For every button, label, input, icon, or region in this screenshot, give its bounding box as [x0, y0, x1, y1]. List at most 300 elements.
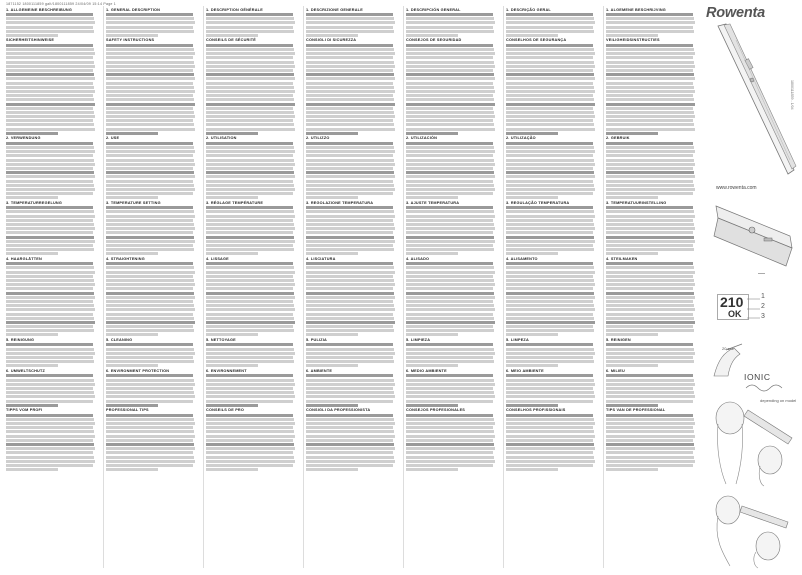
text-line	[206, 142, 293, 145]
text-line	[406, 210, 494, 213]
text-line	[106, 439, 193, 442]
text-line	[306, 44, 393, 47]
text-line	[6, 456, 94, 459]
text-line	[106, 329, 194, 332]
text-line	[206, 292, 294, 295]
text-line	[306, 26, 393, 29]
text-line	[606, 56, 693, 59]
text-line	[206, 119, 293, 122]
text-line	[206, 308, 295, 311]
text-line	[506, 248, 594, 251]
section-heading: 6. MILIEU	[606, 368, 625, 373]
text-line	[106, 451, 193, 454]
text-line	[406, 333, 458, 336]
text-line	[206, 343, 293, 346]
text-column-it	[306, 6, 401, 568]
text-line	[606, 404, 658, 407]
text-line	[606, 283, 695, 286]
text-line	[206, 391, 294, 394]
text-line	[606, 13, 693, 16]
text-line	[6, 82, 93, 85]
text-line	[406, 430, 494, 433]
text-line	[306, 329, 394, 332]
text-line	[606, 52, 695, 55]
text-line	[606, 123, 694, 126]
text-line	[306, 34, 358, 37]
text-line	[406, 329, 494, 332]
section-heading: 1. ALLGEMEINE BESCHREIBUNG	[6, 7, 73, 12]
text-line	[306, 240, 395, 243]
text-line	[306, 175, 395, 178]
text-line	[506, 48, 594, 51]
text-line	[106, 321, 195, 324]
text-line	[106, 364, 158, 367]
text-line	[106, 107, 193, 110]
text-line	[106, 271, 195, 274]
text-line	[106, 21, 195, 24]
section-heading: 6. MEIO AMBIENTE	[506, 368, 544, 373]
text-line	[506, 422, 595, 425]
text-line	[6, 391, 94, 394]
text-line	[506, 262, 593, 265]
text-line	[206, 26, 293, 29]
section-heading: 3. AJUSTE TEMPERATURA	[406, 200, 460, 205]
text-line	[306, 210, 394, 213]
text-line	[406, 115, 495, 118]
text-line	[506, 90, 595, 93]
text-line	[6, 271, 95, 274]
text-line	[506, 343, 593, 346]
text-line	[406, 223, 494, 226]
callout-number-2: 2	[761, 303, 765, 310]
text-line	[206, 61, 294, 64]
text-line	[606, 180, 693, 183]
column-divider	[303, 6, 304, 568]
text-line	[606, 227, 695, 230]
text-line	[406, 374, 493, 377]
text-line	[506, 374, 593, 377]
text-line	[106, 123, 194, 126]
text-line	[306, 374, 393, 377]
text-line	[606, 364, 658, 367]
text-line	[606, 430, 694, 433]
text-line	[206, 167, 293, 170]
text-line	[106, 468, 158, 471]
text-line	[606, 111, 694, 114]
text-line	[6, 188, 95, 191]
text-line	[106, 90, 195, 93]
text-line	[406, 343, 493, 346]
text-line	[506, 61, 594, 64]
text-line	[206, 352, 295, 355]
text-line	[606, 300, 693, 303]
text-line	[206, 414, 293, 417]
text-line	[406, 111, 494, 114]
text-line	[506, 460, 595, 463]
text-line	[406, 56, 493, 59]
text-line	[406, 52, 495, 55]
text-column-en	[106, 6, 201, 568]
text-line	[406, 292, 494, 295]
text-line	[506, 400, 593, 403]
text-line	[406, 360, 494, 363]
text-line	[106, 132, 158, 135]
text-line	[6, 34, 58, 37]
text-line	[306, 252, 358, 255]
text-line	[606, 356, 693, 359]
text-line	[206, 13, 293, 16]
text-line	[6, 77, 95, 80]
text-line	[106, 325, 193, 328]
text-line	[606, 30, 694, 33]
text-line	[606, 196, 658, 199]
text-line	[106, 119, 193, 122]
text-line	[306, 313, 393, 316]
text-line	[606, 400, 693, 403]
text-line	[606, 206, 693, 209]
text-line	[106, 240, 195, 243]
text-line	[506, 391, 594, 394]
text-line	[406, 142, 493, 145]
text-line	[306, 426, 393, 429]
text-line	[106, 435, 195, 438]
text-line	[406, 175, 495, 178]
text-line	[6, 13, 93, 16]
text-line	[306, 163, 395, 166]
text-line	[306, 244, 393, 247]
text-line	[306, 443, 394, 446]
text-line	[406, 418, 494, 421]
text-line	[506, 252, 558, 255]
text-line	[506, 418, 594, 421]
text-line	[506, 360, 594, 363]
text-line	[106, 236, 194, 239]
section-heading: 3. TEMPERATURREGELUNG	[6, 200, 63, 205]
text-line	[106, 223, 194, 226]
column-divider	[103, 6, 104, 568]
text-line	[606, 451, 693, 454]
text-line	[6, 154, 93, 157]
text-line	[206, 287, 293, 290]
text-line	[606, 94, 693, 97]
text-line	[106, 414, 193, 417]
text-line	[106, 210, 194, 213]
text-line	[506, 154, 593, 157]
text-line	[306, 48, 394, 51]
text-line	[106, 374, 193, 377]
text-line	[106, 171, 194, 174]
text-line	[506, 279, 594, 282]
text-line	[6, 236, 94, 239]
text-line	[606, 333, 658, 336]
text-line	[6, 26, 93, 29]
callout-number-1: 1	[761, 293, 765, 300]
text-line	[106, 154, 193, 157]
text-line	[606, 279, 694, 282]
text-line	[506, 34, 558, 37]
text-line	[406, 206, 493, 209]
text-line	[506, 435, 595, 438]
text-line	[506, 73, 594, 76]
text-line	[6, 240, 95, 243]
text-line	[6, 231, 93, 234]
text-line	[6, 21, 95, 24]
callout-lines	[747, 296, 761, 320]
text-line	[206, 223, 294, 226]
text-line	[206, 439, 293, 442]
text-line	[606, 244, 693, 247]
text-line	[106, 231, 193, 234]
section-heading: 1. DESCRIZIONE GENERALE	[306, 7, 363, 12]
hair-curling-illustration	[708, 492, 798, 570]
text-line	[506, 163, 595, 166]
section-heading: 5. LIMPIEZA	[406, 337, 431, 342]
text-line	[506, 17, 594, 20]
text-line	[406, 426, 493, 429]
text-line	[406, 86, 494, 89]
section-heading: 4. ALISADO	[406, 256, 430, 261]
section-heading: 2. USE	[106, 136, 120, 141]
section-heading: 4. LISSAGE	[206, 256, 229, 261]
callout-1: —	[758, 270, 765, 277]
text-line	[306, 447, 395, 450]
text-line	[306, 456, 394, 459]
text-line	[406, 128, 495, 131]
text-line	[506, 196, 558, 199]
text-line	[306, 325, 393, 328]
section-heading: 5. NETTOYAGE	[206, 337, 236, 342]
text-line	[206, 374, 293, 377]
text-line	[306, 65, 395, 68]
text-line	[306, 215, 395, 218]
text-line	[106, 61, 194, 64]
text-line	[606, 439, 693, 442]
text-line	[306, 171, 394, 174]
text-line	[406, 468, 458, 471]
text-line	[106, 159, 194, 162]
text-line	[6, 103, 95, 106]
text-line	[206, 128, 295, 131]
text-line	[306, 391, 394, 394]
text-line	[506, 107, 593, 110]
text-line	[606, 115, 695, 118]
text-line	[106, 94, 193, 97]
text-line	[106, 383, 195, 386]
text-line	[206, 73, 294, 76]
text-line	[506, 188, 595, 191]
text-line	[6, 119, 93, 122]
text-line	[306, 167, 393, 170]
text-line	[6, 56, 93, 59]
text-line	[506, 468, 558, 471]
text-line	[506, 65, 595, 68]
text-line	[206, 123, 294, 126]
section-heading: 1. GENERAL DESCRIPTION	[106, 7, 161, 12]
callout-number-3: 3	[761, 313, 765, 320]
text-line	[106, 34, 158, 37]
text-line	[506, 443, 594, 446]
text-line	[406, 65, 495, 68]
text-line	[506, 123, 594, 126]
text-line	[6, 248, 94, 251]
section-heading: TIPPS VOM PROFI	[6, 408, 43, 413]
text-line	[406, 252, 458, 255]
text-line	[506, 352, 595, 355]
text-line	[306, 460, 395, 463]
text-line	[206, 304, 294, 307]
text-line	[106, 275, 193, 278]
section-heading: 4. LISCIATURA	[306, 256, 336, 261]
text-line	[206, 48, 294, 51]
section-heading: 5. PULIZIA	[306, 337, 327, 342]
text-line	[306, 154, 393, 157]
text-line	[306, 13, 393, 16]
text-line	[6, 61, 94, 64]
text-line	[6, 180, 93, 183]
text-line	[406, 364, 458, 367]
text-line	[406, 231, 493, 234]
text-line	[306, 30, 394, 33]
text-line	[306, 188, 395, 191]
text-line	[606, 460, 695, 463]
text-line	[506, 103, 595, 106]
text-line	[506, 184, 594, 187]
section-heading: 1. DESCRIPTION GÉNÉRALE	[206, 7, 263, 12]
text-line	[206, 150, 295, 153]
text-line	[406, 119, 493, 122]
text-line	[306, 107, 393, 110]
text-line	[506, 283, 595, 286]
text-column-fr	[206, 6, 301, 568]
text-line	[206, 329, 294, 332]
text-line	[6, 360, 94, 363]
text-line	[6, 128, 95, 131]
text-line	[206, 317, 294, 320]
text-line	[6, 163, 95, 166]
text-line	[506, 56, 593, 59]
text-line	[106, 30, 194, 33]
text-line	[406, 325, 493, 328]
text-line	[6, 192, 93, 195]
text-line	[606, 175, 695, 178]
text-line	[606, 171, 694, 174]
text-line	[6, 167, 93, 170]
text-line	[506, 451, 593, 454]
text-line	[106, 69, 193, 72]
section-heading: 2. GEBRUIK	[606, 136, 630, 141]
text-line	[6, 356, 93, 359]
text-column-nl	[606, 6, 701, 568]
text-line	[306, 223, 394, 226]
text-line	[606, 252, 658, 255]
text-line	[6, 447, 95, 450]
text-line	[406, 146, 494, 149]
text-line	[606, 98, 694, 101]
text-line	[406, 300, 493, 303]
text-line	[406, 248, 494, 251]
text-line	[106, 115, 195, 118]
text-line	[6, 146, 94, 149]
text-line	[6, 244, 93, 247]
text-line	[6, 159, 94, 162]
text-line	[6, 313, 93, 316]
section-heading: CONSEJOS DE SEGURIDAD	[406, 38, 462, 43]
text-line	[606, 418, 694, 421]
text-line	[106, 175, 195, 178]
text-line	[206, 271, 295, 274]
text-line	[406, 13, 493, 16]
text-line	[306, 111, 394, 114]
section-heading: CONSIGLI DI SICUREZZA	[306, 38, 357, 43]
section-heading: 5. REINIGUNG	[6, 337, 35, 342]
text-line	[106, 65, 195, 68]
text-line	[6, 464, 93, 467]
text-line	[206, 227, 295, 230]
text-line	[406, 464, 493, 467]
text-line	[506, 175, 595, 178]
text-line	[6, 48, 94, 51]
text-line	[206, 360, 294, 363]
text-line	[506, 26, 593, 29]
text-column-es	[406, 6, 501, 568]
text-line	[506, 150, 595, 153]
text-line	[306, 132, 358, 135]
text-line	[106, 317, 194, 320]
text-line	[606, 379, 694, 382]
text-line	[506, 287, 593, 290]
text-line	[6, 123, 94, 126]
text-line	[406, 422, 495, 425]
text-line	[106, 464, 193, 467]
text-line	[206, 379, 294, 382]
text-line	[206, 82, 293, 85]
text-line	[406, 271, 495, 274]
section-heading: 3. RÉGLAGE TEMPÉRATURE	[206, 200, 264, 205]
section-heading: 3. REGULAÇÃO TEMPERATURA	[506, 200, 570, 205]
section-heading: 4. HAARGLÄTTEN	[6, 256, 42, 261]
text-line	[406, 103, 495, 106]
text-line	[506, 98, 594, 101]
text-line	[206, 443, 294, 446]
text-column-de	[6, 6, 101, 568]
text-line	[606, 308, 695, 311]
text-line	[206, 184, 294, 187]
text-line	[206, 266, 294, 269]
text-line	[306, 192, 393, 195]
text-line	[6, 206, 93, 209]
text-line	[606, 360, 694, 363]
text-line	[406, 34, 458, 37]
text-line	[506, 456, 594, 459]
section-heading: 1. ALGEMENE BESCHRIJVING	[606, 7, 666, 12]
text-line	[606, 69, 693, 72]
text-line	[306, 383, 395, 386]
section-heading: TIPS VAN DE PROFESSIONAL	[606, 408, 666, 413]
text-line	[306, 119, 393, 122]
text-line	[206, 468, 258, 471]
section-heading: CONSELHOS PROFISSIONAIS	[506, 408, 566, 413]
text-line	[206, 90, 295, 93]
text-line	[106, 300, 193, 303]
text-line	[306, 90, 395, 93]
text-line	[6, 395, 95, 398]
text-line	[506, 69, 593, 72]
text-line	[606, 128, 695, 131]
text-line	[206, 231, 293, 234]
text-line	[606, 374, 693, 377]
text-line	[206, 313, 293, 316]
text-line	[6, 414, 93, 417]
